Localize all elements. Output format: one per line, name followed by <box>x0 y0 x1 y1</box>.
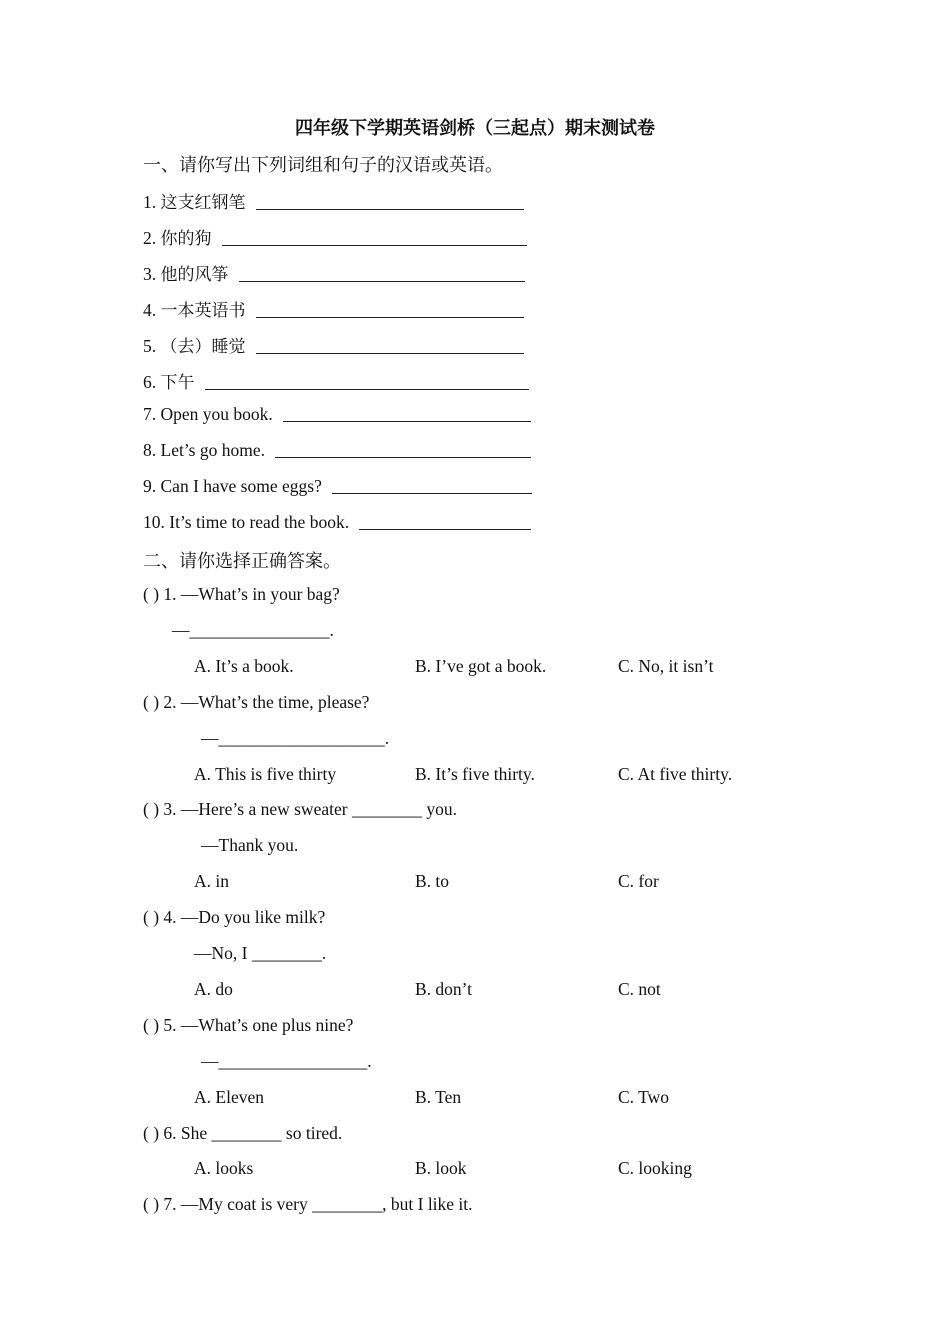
question-1-stem: ( ) 1. —What’s in your bag? <box>143 584 340 604</box>
translate-item-3: 3. 他的风筝 <box>143 260 525 285</box>
question-1-option-a[interactable]: A. It’s a book. <box>194 656 294 676</box>
question-1-option-b[interactable]: B. I’ve got a book. <box>415 656 547 676</box>
question-2-option-c[interactable]: C. At five thirty. <box>618 764 733 784</box>
question-2-stem: ( ) 2. —What’s the time, please? <box>143 692 370 712</box>
question-6-option-a[interactable]: A. looks <box>194 1158 254 1178</box>
translate-item-8: 8. Let’s go home. <box>143 440 531 461</box>
answer-blank[interactable] <box>332 476 532 494</box>
section-1-heading: 一、请你写出下列词组和句子的汉语或英语。 <box>143 155 503 176</box>
question-7-stem: ( ) 7. —My coat is very ________, but I like it. <box>143 1194 473 1214</box>
question-1-option-c[interactable]: C. No, it isn’t <box>618 656 714 676</box>
question-5-answer-line[interactable]: —_________________. <box>201 1051 372 1071</box>
question-2-option-b[interactable]: B. It’s five thirty. <box>415 764 535 784</box>
question-4-stem: ( ) 4. —Do you like milk? <box>143 907 326 927</box>
section-2-heading: 二、请你选择正确答案。 <box>143 551 341 572</box>
answer-blank[interactable] <box>256 192 524 210</box>
translate-item-9: 9. Can I have some eggs? <box>143 476 532 497</box>
question-3-answer-line: —Thank you. <box>201 835 299 855</box>
page-title: 四年级下学期英语剑桥（三起点）期末测试卷 <box>295 118 655 139</box>
question-5-option-c[interactable]: C. Two <box>618 1087 669 1107</box>
translate-item-7: 7. Open you book. <box>143 404 531 425</box>
translate-item-6: 6. 下午 <box>143 368 529 393</box>
translate-item-10: 10. It’s time to read the book. <box>143 512 531 533</box>
answer-blank[interactable] <box>283 404 531 422</box>
question-4-option-b[interactable]: B. don’t <box>415 979 473 999</box>
answer-blank[interactable] <box>275 440 531 458</box>
question-3-option-c[interactable]: C. for <box>618 871 659 891</box>
answer-blank[interactable] <box>239 264 525 282</box>
question-4-option-c[interactable]: C. not <box>618 979 661 999</box>
question-2-answer-line[interactable]: —___________________. <box>201 728 390 748</box>
translate-item-4: 4. 一本英语书 <box>143 296 524 321</box>
question-1-answer-line[interactable]: —________________. <box>172 620 334 640</box>
question-5-option-a[interactable]: A. Eleven <box>194 1087 264 1107</box>
answer-blank[interactable] <box>359 512 531 530</box>
question-3-option-b[interactable]: B. to <box>415 871 450 891</box>
question-5-stem: ( ) 5. —What’s one plus nine? <box>143 1015 354 1035</box>
question-6-option-b[interactable]: B. look <box>415 1158 467 1178</box>
question-3-stem: ( ) 3. —Here’s a new sweater ________ you. <box>143 799 457 819</box>
question-2-option-a[interactable]: A. This is five thirty <box>194 764 337 784</box>
question-6-option-c[interactable]: C. looking <box>618 1158 692 1178</box>
translate-item-5: 5. （去）睡觉 <box>143 332 524 357</box>
question-4-answer-line[interactable]: —No, I ________. <box>194 943 327 963</box>
answer-blank[interactable] <box>222 228 527 246</box>
question-5-option-b[interactable]: B. Ten <box>415 1087 462 1107</box>
translate-item-1: 1. 这支红钢笔 <box>143 188 524 213</box>
answer-blank[interactable] <box>256 300 524 318</box>
question-6-stem: ( ) 6. She ________ so tired. <box>143 1123 343 1143</box>
translate-item-2: 2. 你的狗 <box>143 224 527 249</box>
question-3-option-a[interactable]: A. in <box>194 871 229 891</box>
answer-blank[interactable] <box>205 372 529 390</box>
answer-blank[interactable] <box>256 336 524 354</box>
question-4-option-a[interactable]: A. do <box>194 979 233 999</box>
